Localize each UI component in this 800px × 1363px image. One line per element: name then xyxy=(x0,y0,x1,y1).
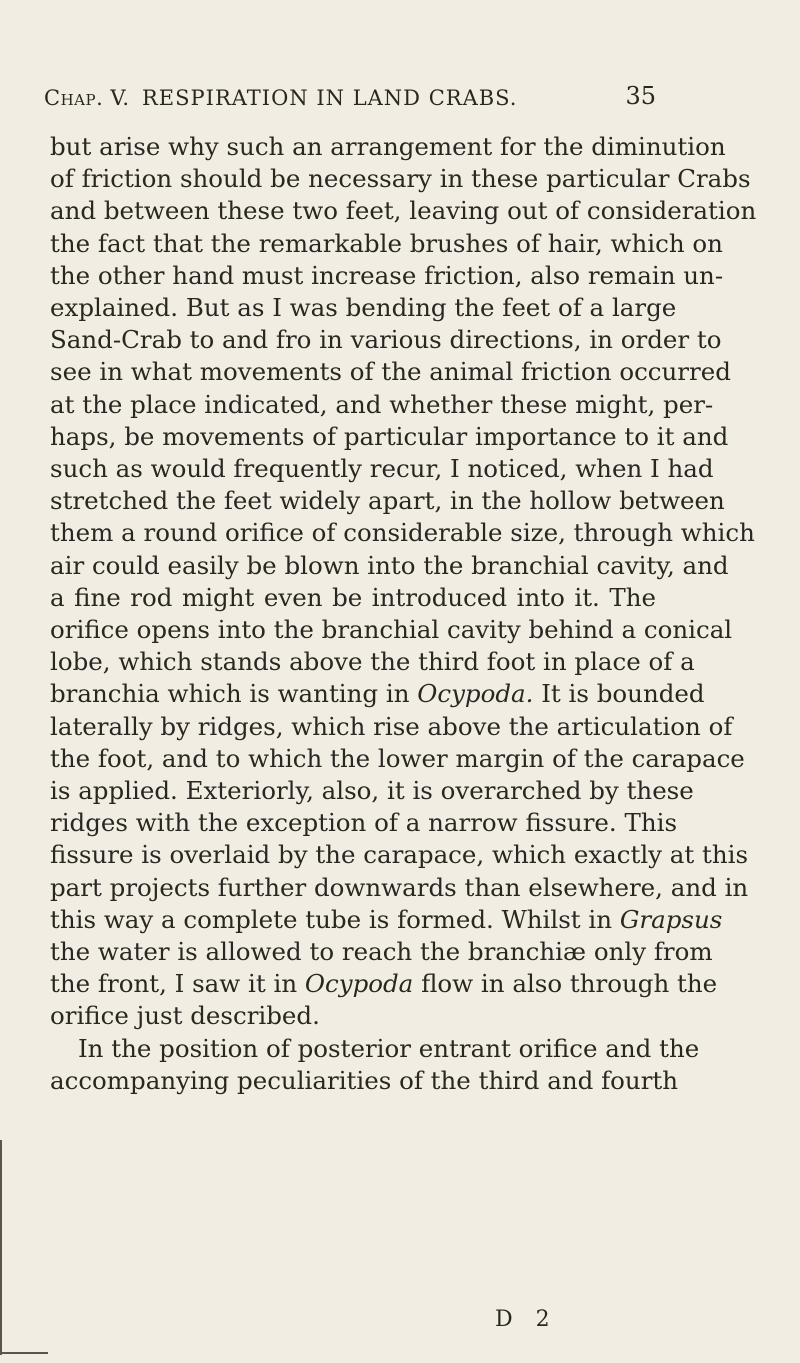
text-line: the foot, and to which the lower margin of the carapace xyxy=(50,743,745,773)
text-line: the water is allowed to reach the branchiæ only from xyxy=(50,937,713,967)
text-line: this way a complete tube is formed. Whilst in Grapsus xyxy=(50,904,723,934)
text-line: orifice just described. xyxy=(50,1001,320,1031)
signature-mark: D 2 xyxy=(495,1307,558,1332)
text-line: such as would frequently recur, I noticed, when I had xyxy=(50,454,714,484)
text-line: branchia which is wanting in Ocypoda. It is bounded xyxy=(50,679,705,709)
page-header xyxy=(44,82,656,120)
text-line: them a round orifice of considerable size, through which xyxy=(50,518,755,548)
scan-edge-line xyxy=(0,1140,2,1355)
taxon-name: Ocypoda xyxy=(304,969,414,999)
text-line: see in what movements of the animal friction occurred xyxy=(50,357,731,387)
text-line: the fact that the remarkable brushes of hair, which on xyxy=(50,228,723,258)
text-line: haps, be movements of particular importance to it and xyxy=(50,421,729,451)
page-number: 35 xyxy=(625,82,656,110)
text-line: but arise why such an arrangement for the diminution xyxy=(50,132,726,161)
text-line: orifice opens into the branchial cavity behind a conical xyxy=(50,615,733,645)
text-line: laterally by ridges, which rise above the articulation of xyxy=(50,711,733,741)
text-line: and between these two feet, leaving out of consideration xyxy=(50,196,757,226)
text-line: Sand-Crab to and fro in various directions, in order to xyxy=(50,325,722,355)
text-line: part projects further downwards than elsewhere, and in xyxy=(50,872,749,902)
text-line: is applied. Exteriorly, also, it is overarched by these xyxy=(50,776,694,806)
taxon-name: Grapsus xyxy=(619,904,723,934)
text-line: lobe, which stands above the third foot in place of a xyxy=(50,647,695,677)
text-line: accompanying peculiarities of the third and fourth xyxy=(50,1065,679,1095)
text-line: ridges with the exception of a narrow fissure. This xyxy=(50,808,678,838)
text-line: at the place indicated, and whether these might, per- xyxy=(50,389,714,419)
text-line: the front, I saw it in Ocypoda flow in also through the xyxy=(50,969,718,999)
body-text xyxy=(50,131,757,1097)
running-title: RESPIRATION IN LAND CRABS. xyxy=(142,86,518,110)
text-line: explained. But as I was bending the feet of a large xyxy=(50,293,677,323)
scan-edge-line xyxy=(0,1352,48,1354)
chapter-label: Chap. V. xyxy=(44,86,130,110)
text-line: a fine rod might even be introduced into it. The xyxy=(50,582,656,612)
text-line: stretched the feet widely apart, in the hollow between xyxy=(50,486,725,516)
text-line: air could easily be blown into the branchial cavity, and xyxy=(50,550,729,580)
taxon-name: Ocypoda. xyxy=(417,679,534,709)
text-line: of friction should be necessary in these particular Crabs xyxy=(50,164,751,194)
text-line: fissure is overlaid by the carapace, which exactly at this xyxy=(50,840,749,870)
text-line: In the position of posterior entrant orifice and the xyxy=(78,1033,700,1063)
text-line: the other hand must increase friction, also remain un- xyxy=(50,260,724,290)
